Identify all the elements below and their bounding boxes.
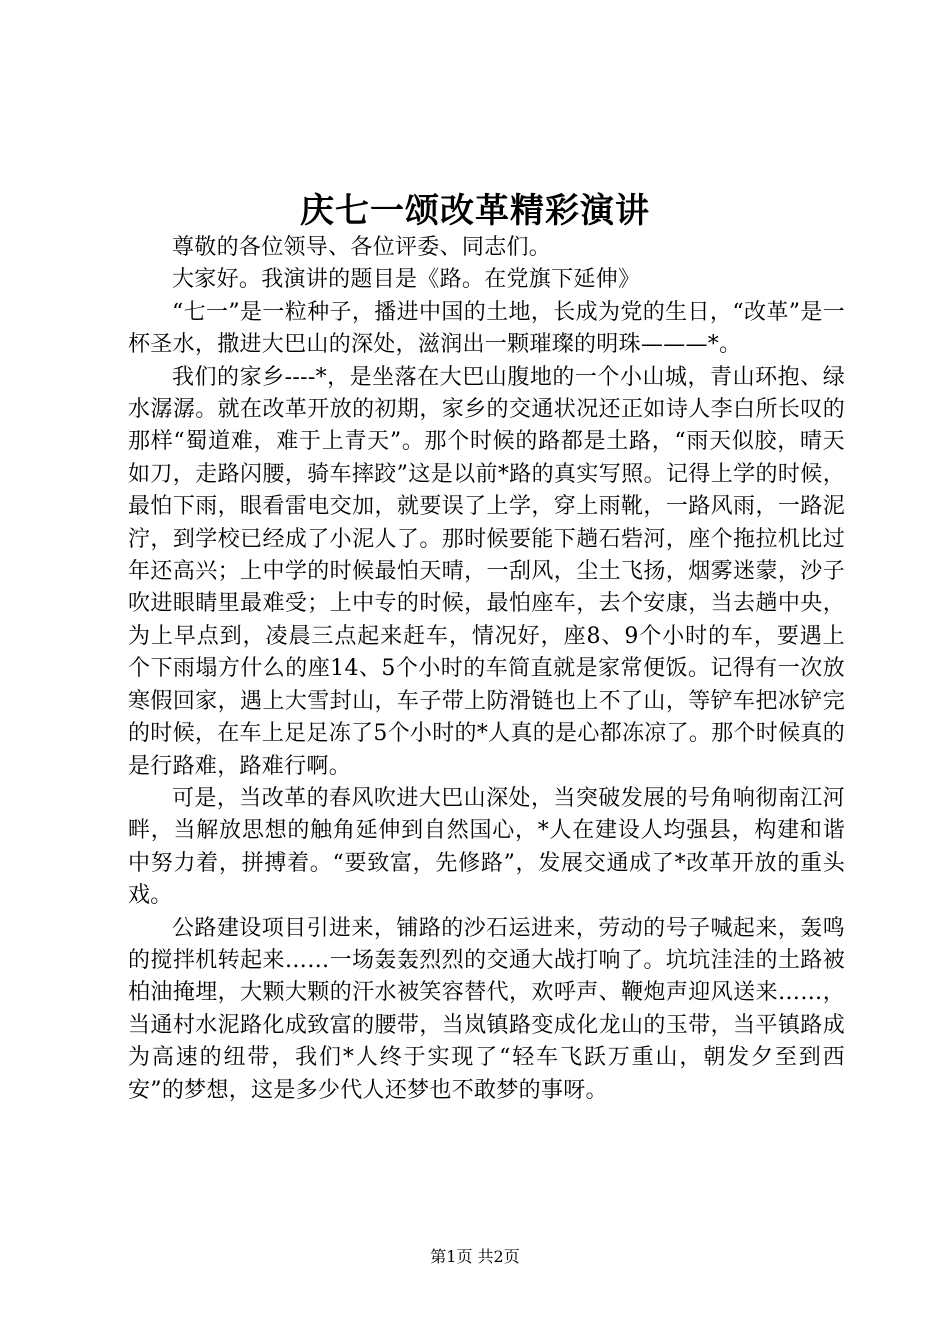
paragraph-hometown: 我们的家乡----*，是坐落在大巴山腹地的一个小山城，青山环抱、绿水潺潺。就在改革开放的初期，家乡的交通状况还正如诗人李白所长叹的那样“蜀道难，难于上青天”。那个时候的路都是土路，“雨天似胶，晴天如刀，走路闪腰，骑车摔跤”这是以前*路的真实写照。记得上学的时候，最怕下雨，眼看雷电交加，就要误了上学，穿上雨靴，一路风雨，一路泥泞，到学校已经成了小泥人了。那时候要能下趟石砦河，座个拖拉机比过年还高兴；上中学的时候最怕天晴，一刮风，尘土飞扬，烟雾迷蒙，沙子吹进眼睛里最难受；上中专的时候，最怕座车，去个安康，当去趟中央，为上早点到，凌晨三点起来赶车，情况好，座8、9个小时的车，要遇上个下雨塌方什么的座14、5个小时的车简直就是家常便饭。记得有一次放寒假回家，遇上大雪封山，车子带上防滑链也上不了山，等铲车把冰铲完的时候，在车上足足冻了5个小时的*人真的是心都冻凉了。那个时候真的是行路难，路难行啊。 bbox=[128, 364, 845, 779]
document-title: 庆七一颂改革精彩演讲 bbox=[300, 191, 650, 231]
page-number: 第1页 共2页 bbox=[430, 1247, 520, 1266]
paragraph-greeting: 尊敬的各位领导、各位评委、同志们。 bbox=[172, 235, 552, 260]
paragraph-intro: “七一”是一粒种子，播进中国的土地，长成为党的生日，“改革”是一杯圣水，撒进大巴山的深处，滋润出一颗璀璨的明珠———*。 bbox=[128, 299, 845, 358]
document-body bbox=[128, 232, 845, 1107]
paragraph-reform: 可是，当改革的春风吹进大巴山深处，当突破发展的号角响彻南江河畔，当解放思想的触角延伸到自然国心，*人在建设人均强县，构建和谐中努力着，拼搏着。“要致富，先修路”，发展交通成了*改革开放的重头戏。 bbox=[128, 785, 845, 909]
paragraph-topic: 大家好。我演讲的题目是《路。在党旗下延伸》 bbox=[172, 267, 641, 293]
paragraph-construction: 公路建设项目引进来，铺路的沙石运进来，劳动的号子喊起来，轰鸣的搅拌机转起来……一场轰轰烈烈的交通大战打响了。坑坑洼洼的土路被柏油掩埋，大颗大颗的汗水被笑容替代，欢呼声、鞭炮声迎风送来……，当通村水泥路化成致富的腰带，当岚镇路变成化龙山的玉带，当平镇路成为高速的纽带，我们*人终于实现了“轻车飞跃万重山，朝发夕至到西安”的梦想，这是多少代人还梦也不敢梦的事呀。 bbox=[128, 915, 845, 1103]
